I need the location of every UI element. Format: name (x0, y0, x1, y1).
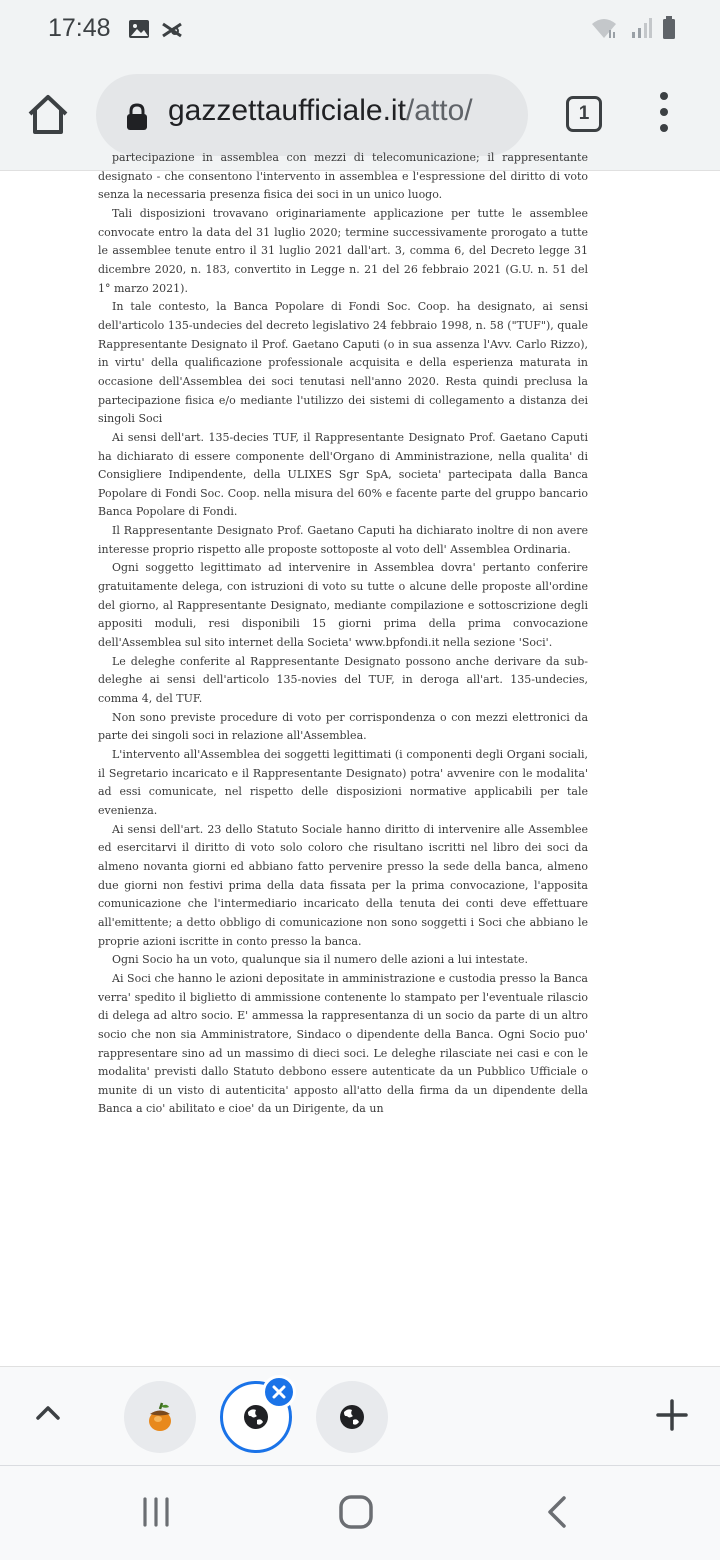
home-circle-icon[interactable] (338, 1494, 374, 1530)
tab-switcher-button[interactable]: 1 (566, 96, 602, 132)
lock-icon (124, 102, 150, 132)
tab-thumbnail-1[interactable] (124, 1381, 196, 1453)
chevron-up-icon[interactable] (32, 1397, 64, 1429)
address-bar[interactable] (96, 74, 528, 156)
battery-icon (662, 16, 676, 40)
status-time: 17:48 (48, 14, 111, 42)
document-paragraph: L'intervento all'Assemblea dei soggetti legittimati (i componenti degli Organi sociali, il Segretario incaricato e il Rappresentante Designato) potra' avvenire con le modalita' ad essi comunicate, nel rispetto delle disposizioni normative applicabili per tale evenienza. (98, 748, 588, 817)
globe-favicon-icon (338, 1403, 366, 1431)
plus-icon[interactable] (654, 1397, 690, 1433)
document-paragraph: Ogni soggetto legittimato ad intervenire in Assemblea dovra' pertanto conferire gratuitamente delega, con istruzioni di voto su tutte o alcune delle proposte all'ordine del giorno, al Rappresentante Designato, mediante compilazione e sottoscrizione degli appositi moduli, resi disponibili 15 giorni prima della prima convocazione dell'Assemblea sul sito internet della Societa' www.bpfondi.it nella sezione 'Soci'. (98, 561, 588, 650)
url-path: /atto/ (405, 94, 473, 127)
more-vert-icon[interactable] (654, 92, 674, 136)
vpn-key-icon (160, 18, 184, 42)
document-paragraph: Ai Soci che hanno le azioni depositate in amministrazione e custodia presso la Banca verra' spedito il biglietto di ammissione contenente lo stampato per l'eventuale rilascio di delega ad altro socio. E' ammessa la rappresentanza di un socio da parte di un altro socio che non sia Amministratore, Sindaco o dipendente della Banca. Ogni Socio puo' rappresentare sino ad un massimo di dieci soci. Le deleghe rilasciate nei casi e con le modalita' previsti dallo Statuto debbono essere autenticate da un Pubblico Ufficiale o munite di un visto di autenticita' apposto all'atto della firma da un dipendente della Banca a cio' abilitato e cioe' da un Dirigente, da un (98, 971, 588, 1116)
tab-strip (0, 1366, 720, 1466)
wifi-icon (590, 16, 620, 40)
status-bar (0, 0, 720, 60)
recent-apps-icon[interactable] (140, 1496, 172, 1528)
page-content[interactable] (0, 151, 720, 1366)
close-tab-button[interactable] (262, 1375, 296, 1409)
system-nav-bar (0, 1466, 720, 1560)
home-icon[interactable] (24, 90, 72, 138)
globe-favicon-icon (242, 1403, 270, 1431)
url-host: gazzettaufficiale.it (168, 94, 406, 127)
document-paragraph: Il Rappresentante Designato Prof. Gaetano Caputi ha dichiarato inoltre di non avere interesse proprio rispetto alle proposte sottoposte al voto dell' Assemblea Ordinaria. (98, 524, 588, 556)
document-text (98, 149, 588, 1119)
url-text (168, 94, 473, 128)
document-paragraph: Tali disposizioni trovavano originariamente applicazione per tutte le assemblee convocate entro la data del 31 luglio 2020; termine successivamente prorogato a tutte le assemblee tenute entro il 31 luglio 2021 dall'art. 3, comma 6, del Decreto legge 31 dicembre 2020, n. 183, convertito in Legge n. 21 del 26 febbraio 2021 (G.U. n. 51 del 1° marzo 2021). (98, 206, 588, 295)
acorn-favicon-icon (145, 1401, 175, 1433)
tab-thumbnail-3[interactable] (316, 1381, 388, 1453)
signal-icon (630, 16, 652, 40)
document-paragraph: In tale contesto, la Banca Popolare di Fondi Soc. Coop. ha designato, ai sensi dell'articolo 135-undecies del decreto legislativo 24 febbraio 1998, n. 58 ("TUF"), quale Rappresentante Designato il Prof. Gaetano Caputi (o in sua assenza l'Avv. Carlo Rizzo), in virtu' della qualificazione professionale acquisita e della esperienza maturata in occasione dell'Assemblea dei soci tenutasi nell'anno 2020. Resta quindi preclusa la partecipazione fisica e/o mediante l'utilizzo dei sistemi di collegamento a distanza dei singoli Soci (98, 300, 588, 426)
document-paragraph: Ai sensi dell'art. 23 dello Statuto Sociale hanno diritto di intervenire alle Assemblee ed esercitarvi il diritto di voto solo coloro che risultano iscritti nel libro dei soci da almeno novanta giorni ed abbiano fatto pervenire presso la sede della banca, almeno due giorni non festivi prima della data fissata per la prima convocazione, l'apposita comunicazione che l'intermediario incaricato della tenuta dei conti deve effettuare all'emittente; a detto obbligo di comunicazione non sono soggetti i Soci che abbiano le proprie azioni iscritte in conto presso la banca. (98, 822, 588, 948)
document-paragraph: Ogni Socio ha un voto, qualunque sia il numero delle azioni a lui intestate. (112, 953, 528, 967)
image-icon (128, 18, 150, 40)
document-paragraph: partecipazione in assemblea con mezzi di telecomunicazione; il rappresentante designato - che consentono l'intervento in assemblea e l'espressione del diritto di voto senza la necessaria presenza fisica dei soci in un unico luogo. (98, 151, 588, 202)
document-paragraph: Non sono previste procedure di voto per corrispondenza o con mezzi elettronici da parte dei singoli soci in relazione all'Assemblea. (98, 710, 588, 743)
document-paragraph: Ai sensi dell'art. 135-decies TUF, il Rappresentante Designato Prof. Gaetano Caputi ha dichiarato di essere componente dell'Organo di Amministrazione, nella qualita' di Consigliere Indipendente, della ULIXES Sgr SpA, societa' partecipata dalla Banca Popolare di Fondi Soc. Coop. nella misura del 60% e facente parte del gruppo bancario Banca Popolare di Fondi. (98, 430, 588, 519)
back-icon[interactable] (542, 1494, 572, 1530)
close-icon (271, 1384, 287, 1400)
document-paragraph: Le deleghe conferite al Rappresentante Designato possono anche derivare da sub-deleghe ai sensi dell'articolo 135-novies del TUF, in deroga all'art. 135-undecies, comma 4, del TUF. (98, 654, 588, 706)
